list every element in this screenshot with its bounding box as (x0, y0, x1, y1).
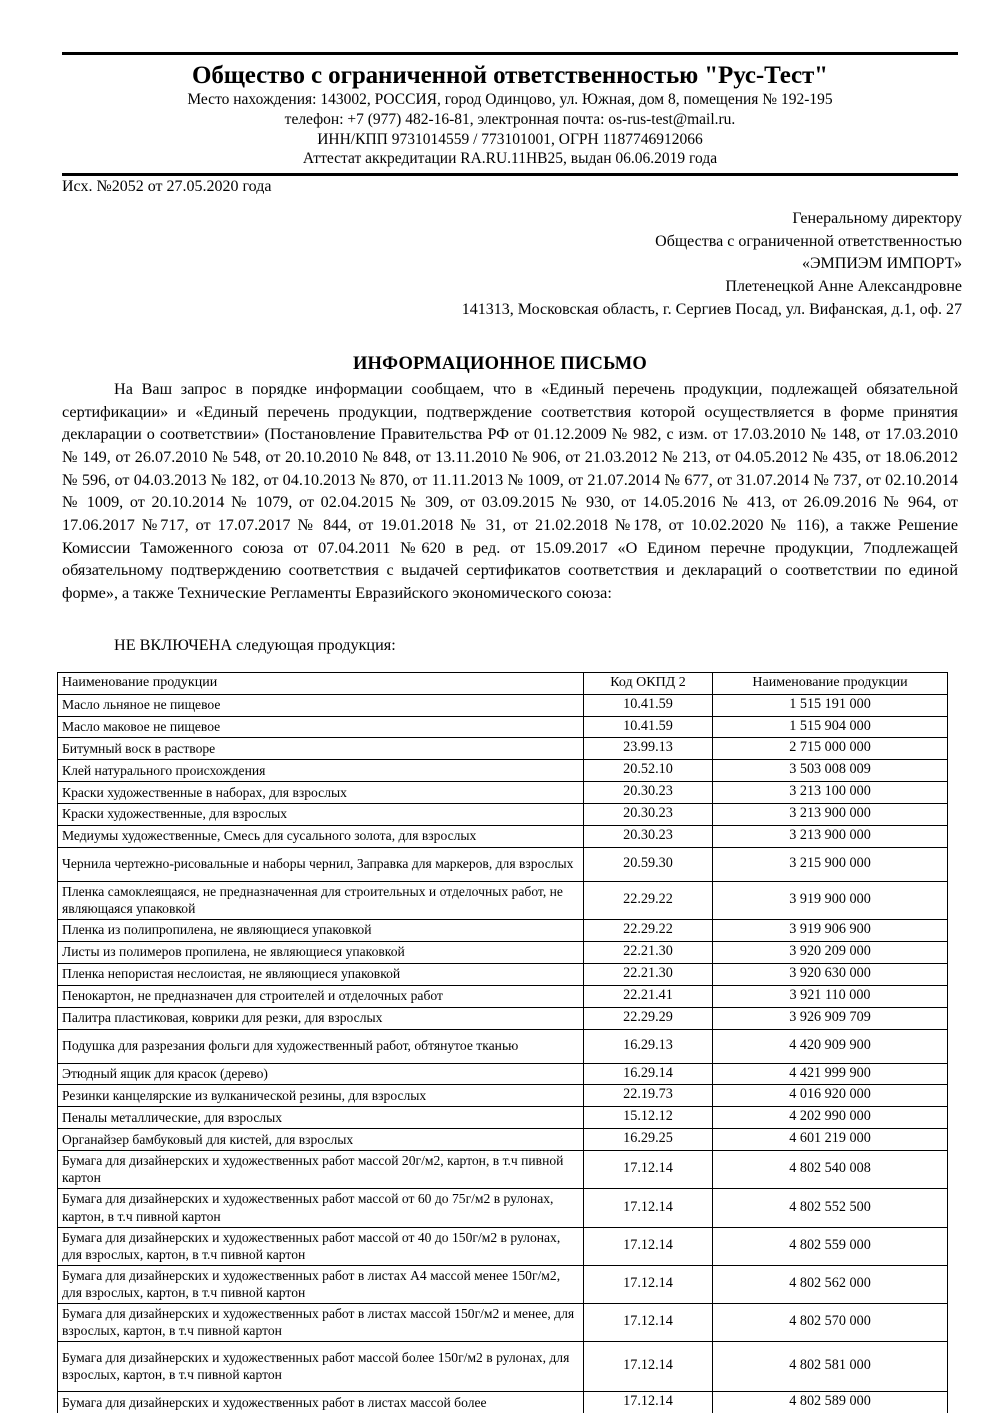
cell-product-name: Палитра пластиковая, коврики для резки, для взрослых (58, 1007, 584, 1029)
cell-okp-code: 4 802 552 500 (713, 1189, 948, 1227)
not-included-heading: НЕ ВКЛЮЧЕНА следующая продукция: (114, 636, 396, 654)
cell-product-name: Пленка из полипропилена, не являющиеся упаковкой (58, 920, 584, 942)
cell-okpd2-code: 16.29.25 (584, 1129, 713, 1151)
addressee-block (342, 208, 962, 322)
table-row (58, 804, 948, 826)
product-table-body (58, 694, 948, 1413)
column-header-product-name: Наименование продукции (58, 673, 584, 695)
cell-okpd2-code: 16.29.13 (584, 1029, 713, 1063)
cell-product-name: Бумага для дизайнерских и художественных работ в листах массой более (58, 1392, 584, 1413)
addressee-address: 141313, Московская область, г. Сергиев Посад, ул. Вифанская, д.1, оф. 27 (461, 300, 962, 318)
cell-product-name: Бумага для дизайнерских и художественных работ массой от 40 до 150г/м2 в рулонах, для взрослых, картон, в т.ч пивной картон (58, 1227, 584, 1265)
cell-okpd2-code: 22.29.22 (584, 920, 713, 942)
cell-okp-code: 3 503 008 009 (713, 760, 948, 782)
letter-body (62, 378, 958, 605)
table-row (58, 782, 948, 804)
cell-okp-code: 4 802 589 000 (713, 1392, 948, 1413)
organization-contacts: телефон: +7 (977) 482-16-81, электронная почта: os-rus-test@mail.ru. (284, 110, 736, 128)
table-row (58, 1304, 948, 1342)
cell-okpd2-code: 10.41.59 (584, 694, 713, 716)
cell-okp-code: 4 016 920 000 (713, 1085, 948, 1107)
table-row (58, 847, 948, 881)
table-row (58, 738, 948, 760)
cell-okpd2-code: 22.19.73 (584, 1085, 713, 1107)
cell-product-name: Бумага для дизайнерских и художественных работ в листах массой 150г/м2 и менее, для взрослых, картон, в т.ч пивной картон (58, 1304, 584, 1342)
cell-okpd2-code: 20.30.23 (584, 782, 713, 804)
cell-okp-code: 3 213 900 000 (713, 825, 948, 847)
cell-okp-code: 4 802 540 008 (713, 1151, 948, 1189)
cell-okp-code: 3 919 906 900 (713, 920, 948, 942)
cell-okpd2-code: 22.21.30 (584, 963, 713, 985)
cell-okpd2-code: 10.41.59 (584, 716, 713, 738)
addressee-company-name: «ЭМПИЭМ ИМПОРТ» (801, 255, 962, 273)
product-table (57, 672, 948, 1413)
cell-okp-code: 1 515 904 000 (713, 716, 948, 738)
table-row (58, 1342, 948, 1392)
cell-product-name: Пенокартон, не предназначен для строителей и отделочных работ (58, 985, 584, 1007)
cell-okpd2-code: 17.12.14 (584, 1189, 713, 1227)
table-row (58, 694, 948, 716)
table-header-row (58, 673, 948, 695)
cell-okp-code: 1 515 191 000 (713, 694, 948, 716)
cell-okp-code: 3 919 900 000 (713, 881, 948, 919)
cell-okpd2-code: 20.59.30 (584, 847, 713, 881)
table-row (58, 1392, 948, 1413)
addressee-person: Плетенецкой Анне Александровне (725, 278, 962, 296)
cell-okp-code: 2 715 000 000 (713, 738, 948, 760)
addressee-position: Генеральному директору (792, 210, 962, 227)
organization-address: Место нахождения: 143002, РОССИЯ, город Одинцово, ул. Южная, дом 8, помещения № 192-195 (187, 91, 833, 108)
cell-okpd2-code: 22.29.29 (584, 1007, 713, 1029)
table-row (58, 1151, 948, 1189)
cell-product-name: Краски художественные, для взрослых (58, 804, 584, 826)
table-row (58, 1063, 948, 1085)
table-row (58, 825, 948, 847)
document-title: ИНФОРМАЦИОННОЕ ПИСЬМО (352, 354, 648, 374)
outgoing-reference: Исх. №2052 от 27.05.2020 года (62, 178, 272, 195)
cell-okpd2-code: 17.12.14 (584, 1304, 713, 1342)
cell-product-name: Битумный воск в растворе (58, 738, 584, 760)
cell-okp-code: 3 920 209 000 (713, 942, 948, 964)
organization-tax-ids: ИНН/КПП 9731014559 / 773101001, ОГРН 1187746912066 (317, 130, 703, 148)
table-row (58, 1007, 948, 1029)
table-row (58, 881, 948, 919)
cell-product-name: Пленка непористая неслоистая, не являющиеся упаковкой (58, 963, 584, 985)
cell-okp-code: 3 921 110 000 (713, 985, 948, 1007)
cell-product-name: Масло льняное не пищевое (58, 694, 584, 716)
cell-product-name: Этюдный ящик для красок (дерево) (58, 1063, 584, 1085)
cell-okp-code: 4 802 559 000 (713, 1227, 948, 1265)
letter-body-paragraph: На Ваш запрос в порядке информации сообщаем, что в «Единый перечень продукции, подлежащей обязательной сертификации» и «Единый перечень продукции, подтверждение соответствия которой осуществляется в форме принятия декларации о соответствии» (Постановление Правительства РФ от 01.12.2009 № 982, с изм. от 17.03.2010 № 148, от 17.03.2010 № 149, от 26.07.2010 № 548, от 20.10.2010 № 848, от 13.11.2010 № 906, от 21.03.2012 № 213, от 04.05.2012 № 435, от 18.06.2012 № 596, от 04.03.2013 № 182, от 04.10.2013 № 870, от 11.11.2013 № 1009, от 21.07.2014 № 677, от 31.07.2014 № 737, от 02.10.2014 № 1009, от 20.10.2014 № 1079, от 02.04.2015 № 309, от 03.09.2015 № 930, от 14.05.2016 № 413, от 26.09.2016 № 964, от 17.06.2017 №717, от 17.07.2017 № 844, от 19.01.2018 № 31, от 21.02.2018 №178, от 10.02.2020 № 116), а также Решение Комиссии Таможенного союза от 07.04.2011 №620 в ред. от 15.09.2017 «О Едином перечне продукции, 7подлежащей обязательному подтверждению соответствия с выдачей сертификатов соответствия и деклараций о соответствии по единой форме», а также Технические Регламенты Евразийского экономического союза: (62, 380, 958, 603)
cell-okpd2-code: 17.12.14 (584, 1392, 713, 1413)
cell-okp-code: 4 421 999 900 (713, 1063, 948, 1085)
cell-okpd2-code: 22.21.30 (584, 942, 713, 964)
cell-okpd2-code: 17.12.14 (584, 1265, 713, 1303)
table-row (58, 1029, 948, 1063)
cell-product-name: Бумага для дизайнерских и художественных работ в листах А4 массой менее 150г/м2, для взрослых, картон, в т.ч пивной картон (58, 1265, 584, 1303)
cell-product-name: Бумага для дизайнерских и художественных работ массой 20г/м2, картон, в т.ч пивной картон (58, 1151, 584, 1189)
table-row (58, 760, 948, 782)
cell-product-name: Подушка для разрезания фольги для художественный работ, обтянутое тканью (58, 1029, 584, 1063)
cell-product-name: Краски художественные в наборах, для взрослых (58, 782, 584, 804)
cell-okpd2-code: 17.12.14 (584, 1227, 713, 1265)
cell-product-name: Чернила чертежно-рисовальные и наборы чернил, Заправка для маркеров, для взрослых (58, 847, 584, 881)
cell-product-name: Резинки канцелярские из вулканической резины, для взрослых (58, 1085, 584, 1107)
cell-okpd2-code: 17.12.14 (584, 1342, 713, 1392)
table-row (58, 1129, 948, 1151)
cell-product-name: Масло маковое не пищевое (58, 716, 584, 738)
table-row (58, 985, 948, 1007)
table-row (58, 1107, 948, 1129)
cell-okp-code: 3 215 900 000 (713, 847, 948, 881)
cell-okp-code: 4 420 909 900 (713, 1029, 948, 1063)
cell-okpd2-code: 23.99.13 (584, 738, 713, 760)
table-row (58, 1189, 948, 1227)
column-header-product-name-2: Наименование продукции (713, 673, 948, 695)
cell-okpd2-code: 20.30.23 (584, 804, 713, 826)
column-header-okpd2-code: Код ОКПД 2 (584, 673, 713, 695)
cell-okp-code: 3 920 630 000 (713, 963, 948, 985)
cell-product-name: Медиумы художественные, Смесь для сусального золота, для взрослых (58, 825, 584, 847)
cell-okp-code: 4 802 562 000 (713, 1265, 948, 1303)
table-row (58, 1085, 948, 1107)
product-table-container (57, 672, 947, 1413)
cell-okp-code: 3 926 909 709 (713, 1007, 948, 1029)
cell-okpd2-code: 15.12.12 (584, 1107, 713, 1129)
cell-product-name: Листы из полимеров пропилена, не являющиеся упаковкой (58, 942, 584, 964)
cell-product-name: Органайзер бамбуковый для кистей, для взрослых (58, 1129, 584, 1151)
table-row (58, 942, 948, 964)
cell-okpd2-code: 17.12.14 (584, 1151, 713, 1189)
cell-product-name: Клей натурального происхождения (58, 760, 584, 782)
organization-name: Общество с ограниченной ответственностью "Рус-Тест" (192, 62, 828, 89)
cell-okpd2-code: 16.29.14 (584, 1063, 713, 1085)
cell-okpd2-code: 22.29.22 (584, 881, 713, 919)
table-row (58, 1265, 948, 1303)
cell-okp-code: 4 802 581 000 (713, 1342, 948, 1392)
cell-okp-code: 3 213 900 000 (713, 804, 948, 826)
table-row (58, 716, 948, 738)
table-row (58, 1227, 948, 1265)
letterhead (62, 52, 958, 176)
cell-product-name: Пеналы металлические, для взрослых (58, 1107, 584, 1129)
cell-okpd2-code: 22.21.41 (584, 985, 713, 1007)
cell-okpd2-code: 20.30.23 (584, 825, 713, 847)
cell-product-name: Бумага для дизайнерских и художественных работ массой от 60 до 75г/м2 в рулонах, картон, в т.ч пивной картон (58, 1189, 584, 1227)
cell-product-name: Пленка самоклеящаяся, не предназначенная для строительных и отделочных работ, не являющаяся упаковкой (58, 881, 584, 919)
addressee-company-form: Общества с ограниченной ответственностью (655, 232, 962, 250)
cell-okp-code: 4 202 990 000 (713, 1107, 948, 1129)
cell-product-name: Бумага для дизайнерских и художественных работ массой более 150г/м2 в рулонах, для взрослых, картон, в т.ч пивной картон (58, 1342, 584, 1392)
table-row (58, 920, 948, 942)
table-row (58, 963, 948, 985)
cell-okpd2-code: 20.52.10 (584, 760, 713, 782)
cell-okp-code: 3 213 100 000 (713, 782, 948, 804)
cell-okp-code: 4 601 219 000 (713, 1129, 948, 1151)
cell-okp-code: 4 802 570 000 (713, 1304, 948, 1342)
organization-accreditation: Аттестат аккредитации RA.RU.11НВ25, выдан 06.06.2019 года (302, 150, 718, 168)
